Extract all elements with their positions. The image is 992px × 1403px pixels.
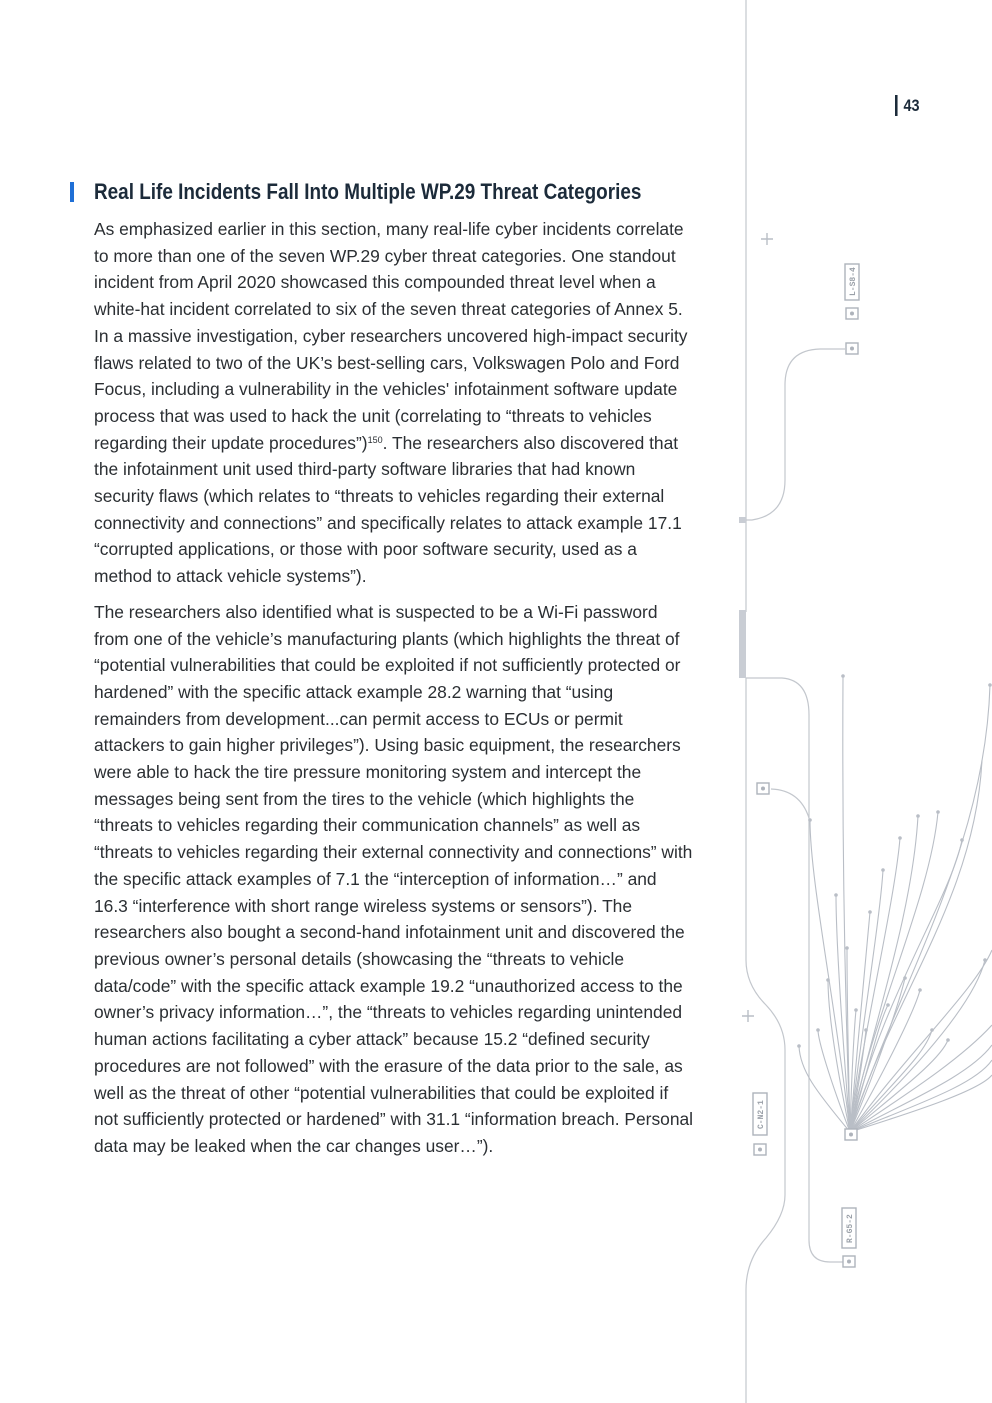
paragraph [94,216,694,590]
page-number: 43 [895,95,920,116]
article-body [94,216,694,1169]
section-title: Real Life Incidents Fall Into Multiple WP.29 Threat Categories [94,179,642,204]
paragraph-text: As emphasized earlier in this section, many real-life cyber incidents correlate to more than one of the seven WP.29 cyber threat categories. One standout incident from April 2020 showcased this compounded threat level when a white-hat incident correlated to six of the seven threat categories of Annex 5. In a massive investigation, cyber researchers uncovered high-impact security flaws related to two of the UK’s best-selling cars, Volkswagen Polo and Ford Focus, including a vulnerability in the vehicles' infotainment software update process that was used to hack the unit (correlating to “threats to vehicles regarding their update procedures”) [94,219,688,453]
heading-accent-bar [70,182,74,202]
paragraph: The researchers also identified what is suspected to be a Wi-Fi password from one of the vehicle’s manufacturing plants (which highlights the threat of “potential vulnerabilities that could be exploited if not sufficiently protected or hardened” with the specific attack example 28.2 warning that “using remainders from development...can permit access to ECUs or permit attackers to gain higher privileges”). Using basic equipment, the researchers were able to hack the tire pressure monitoring system and intercept the messages being sent from the tires to the vehicle (which highlights the “threats to vehicles regarding their communication channels” as well as “threats to vehicles regarding their external connectivity and connections” with the specific attack examples of 7.1 the “interception of information…” and 16.3 “interference with short range wireless systems or sensors”). The researchers also bought a second-hand infotainment unit and discovered the previous owner’s personal details (showcasing the “threats to vehicle data/code” with the specific attack example 19.2 “unauthorized access to the owner’s privacy information…”, the “threats to vehicles regarding unintended human actions facilitating a cyber attack” because 15.2 “defined security procedures are not followed” with the erasure of the data prior to the sale, as well as the threat of other “potential vulnerabilities that could be exploited if not sufficiently protected or hardened” with 31.1 “information breach. Personal data may be leaked when the car changes user…”). [94,601,694,1156]
chip-label: C-N2-1 [757,1100,766,1129]
chip-label: R-G5-2 [846,1214,855,1243]
footnote-reference[interactable]: 150 [367,434,383,445]
paragraph-text: . The researchers also discovered that the infotainment unit used third-party software libraries that had known security flaws (which relates to “threats to vehicles regarding their external connectivity and connections” and specifically relates to attack example 17.1 “corrupted applications, or those with poor software security, used as a method to attack vehicle systems”). [94,432,682,587]
section-heading [70,178,710,206]
chip-label: L-S8-4 [849,267,858,296]
